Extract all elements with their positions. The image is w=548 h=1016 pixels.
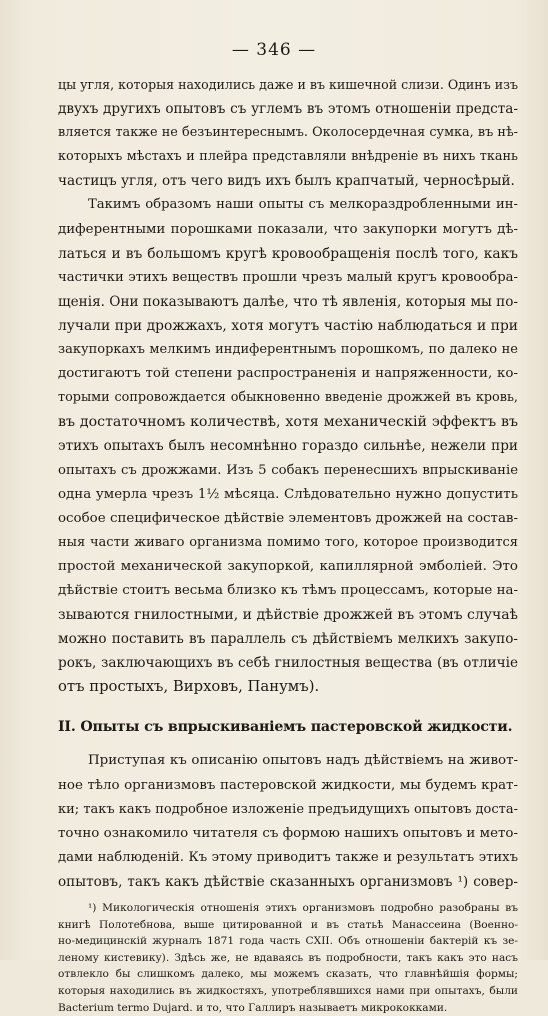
footnote-line: которыя находились въ жидкостяхъ, употреблявшихся нами при опытахъ, были [58,984,518,997]
footnote-line: но-медицинскій журналъ 1871 года часть СXII. Объ отношеніи бактерій къ зе- [58,935,518,948]
text-line: щенія. Они показываютъ далѣе, что тѣ явленія, которыя мы по- [58,293,518,310]
text-line: Приступая къ описанію опытовъ надъ дѣйствіемъ на живот- [88,753,518,769]
text-line: латься и въ большомъ кругѣ кровообращенія послѣ того, какъ [58,245,518,262]
text-line: точно ознакомило читателя съ формою нашихъ опытовъ и мето- [58,825,518,841]
text-line: дѣйствіе стоитъ весьма близко къ тѣмъ процессамъ, которые на- [58,582,518,598]
text-line: опытахъ съ дрожжами. Изъ 5 собакъ перенесшихъ впрыскиваніе [58,462,518,478]
page-body [58,73,518,1016]
text-line: одна умерла чрезъ 1½ мѣсяца. Слѣдовательно нужно допустить [58,486,518,502]
text-line: ное тѣло организмовъ пастеровской жидкости, мы будемъ крат- [58,777,518,793]
text-line: диферентными порошками показали, что закупорки могутъ дѣ- [58,221,518,237]
text-line: закупоркахъ мелкимъ индиферентнымъ порошкомъ, по далеко не [58,342,518,358]
text-line: опытовъ, такъ какъ дѣйствіе сказанныхъ организмовъ ¹) совер- [58,873,518,890]
text-line: которыхъ мѣстахъ и плейра представляли внѣдреніе въ нихъ ткань [58,149,518,165]
text-line: частички этихъ веществъ прошли чрезъ малый кругъ кровообра- [58,269,518,285]
footnote-line: Bacterium termo Dujard. и то, что Галлиръ называетъ микрококками. [58,1001,448,1014]
text-line: рокъ, заключающихъ въ себѣ гнилостныя вещества (въ отличіе [58,655,518,672]
paragraph-3 [58,749,518,894]
text-line: зываются гнилостными, и дѣйствіе дрожжей въ этомъ случаѣ [58,607,518,624]
text-line: двухъ другихъ опытовъ съ углемъ въ этомъ отношеніи предста- [58,101,518,118]
footnote-line: ¹) Микологическія отношенія этихъ организмовъ подробно разобраны въ [88,902,518,914]
text-line: простой механической закупоркой, капиллярной эмболіей. Это [58,558,518,574]
text-line: вляется также не безъинтереснымъ. Околосердечная сумка, въ нѣ- [58,125,518,141]
text-line: частицъ угля, отъ чего видъ ихъ былъ крапчатый, черносѣрый. [58,173,515,190]
text-line: ки; такъ какъ подробное изложеніе предъидущихъ опытовъ доста- [58,801,518,817]
text-line: дами наблюденій. Къ этому приводитъ также и результатъ этихъ [58,849,518,865]
text-line: достигаютъ той степени распространенія и напряженности, ко- [58,366,518,382]
footnote-line: книгѣ Полотебнова, выше цитированной и въ статьѣ Манассеина (Военно- [58,918,518,931]
section-heading: II. Опыты съ впрыскиваніемъ пастеровской жидкости. [58,719,513,736]
text-line: въ достаточномъ количествѣ, хотя механическій эффектъ въ [58,414,518,431]
text-line: особое специфическое дѣйствіе элементовъ дрожжей на состав- [58,510,518,526]
page-number: — 346 — [231,40,317,60]
text-line: ныя части живаго организма помимо того, которое производится [58,534,518,550]
footnote-line: леному кистевику). Здѣсь же, не вдаваясь въ подробности, такъ какъ это насъ [58,951,518,964]
footnote [58,900,518,1016]
text-line: торыми сопровождается обыкновенно введеніе дрожжей въ кровь, [58,390,518,406]
paragraph-2 [58,193,518,699]
paragraph-1 [58,73,518,193]
text-line: отъ простыхъ, Вирховъ, Панумъ). [58,678,320,696]
text-line: Такимъ образомъ наши опыты съ мелкораздробленными ин- [88,197,518,213]
text-line: лучали при дрожжахъ, хотя могутъ частію наблюдаться и при [58,317,518,334]
footnote-line: отвлекло бы слишкомъ далеко, мы можемъ сказать, что главнѣйшія формы; [58,968,518,981]
text-line: можно поставить въ параллель съ дѣйствіемъ мелкихъ закупо- [58,631,518,648]
text-line: этихъ опытахъ былъ несомнѣнно гораздо сильнѣе, нежели при [58,438,518,455]
text-line: цы угля, которыя находились даже и въ кишечной слизи. Одинъ изъ [58,77,518,92]
